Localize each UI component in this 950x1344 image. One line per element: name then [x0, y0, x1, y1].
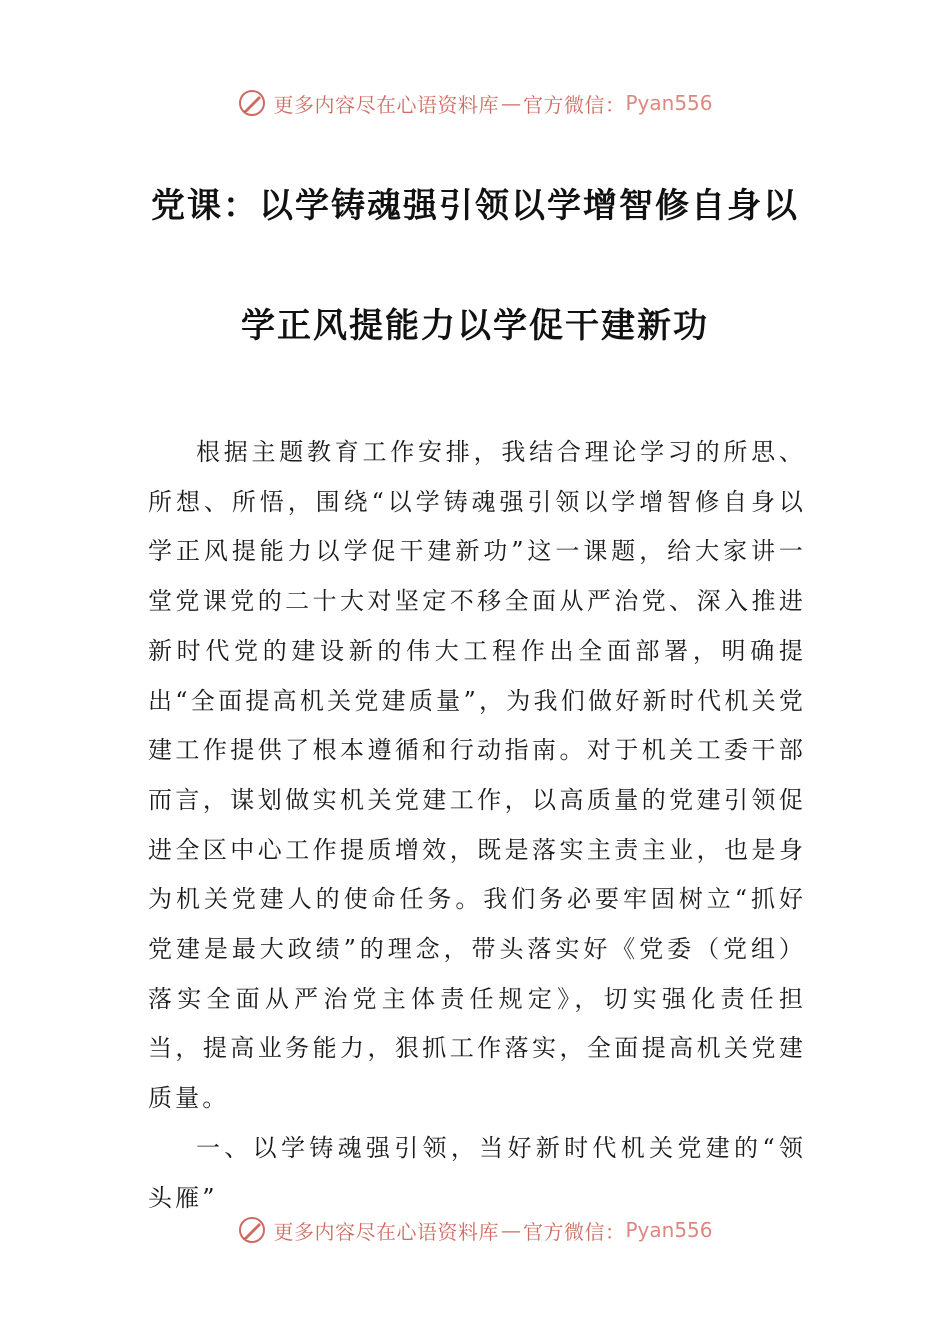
watermark-separator: —	[500, 91, 521, 115]
watermark-text: 更多内容尽在心语资料库	[273, 1219, 499, 1244]
watermark-label: 官方微信：	[522, 92, 626, 117]
watermark-wechat-id: Pyan556	[625, 91, 713, 115]
pen-logo-icon	[237, 88, 267, 118]
watermark-separator: —	[500, 1218, 521, 1242]
document-title-line-1: 党课：以学铸魂强引领以学增智修自身以	[151, 186, 799, 226]
header-watermark	[0, 83, 950, 123]
footer-watermark	[0, 1210, 950, 1250]
watermark-label: 官方微信：	[522, 1219, 626, 1244]
watermark-text: 更多内容尽在心语资料库	[273, 92, 499, 117]
document-body	[148, 428, 806, 1223]
document-title-line-2: 学正风提能力以学促干建新功	[241, 306, 709, 346]
watermark-wechat-id: Pyan556	[625, 1218, 713, 1242]
body-paragraph-section-1-heading: 一、以学铸魂强引领，当好新时代机关党建的“领头雁”	[148, 1133, 806, 1212]
pen-logo-icon	[237, 1215, 267, 1245]
body-paragraph-intro: 根据主题教育工作安排，我结合理论学习的所思、所想、所悟，围绕“以学铸魂强引领以学增智修自身以学正风提能力以学促干建新功”这一课题，给大家讲一堂党课党的二十大对坚定不移全面从严治党、深入推进新时代党的建设新的伟大工程作出全面部署，明确提出“全面提高机关党建质量”，为我们做好新时代机关党建工作提供了根本遵循和行动指南。对于机关工委干部而言，谋划做实机关党建工作，以高质量的党建引领促进全区中心工作提质增效，既是落实主责主业，也是身为机关党建人的使命任务。我们务必要牢固树立“抓好党建是最大政绩”的理念，带头落实好《党委（党组）落实全面从严治党主体责任规定》，切实强化责任担当，提高业务能力，狠抓工作落实，全面提高机关党建质量。	[148, 438, 806, 1113]
